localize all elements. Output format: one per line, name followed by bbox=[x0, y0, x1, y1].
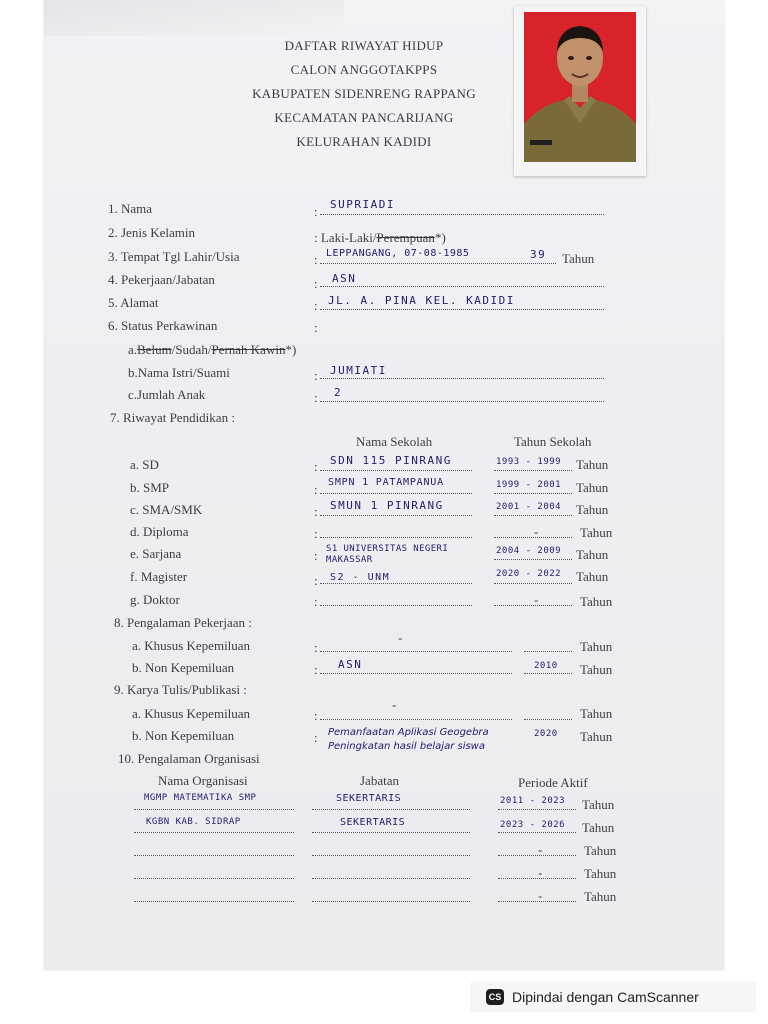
row-label: e. Sarjana bbox=[130, 546, 182, 561]
label-pekerjaan: 4. Pekerjaan/Jabatan bbox=[108, 272, 215, 287]
label-alamat: 5. Alamat bbox=[108, 295, 159, 310]
school-years: 1999 - 2001 bbox=[496, 480, 562, 490]
unit-tahun: Tahun bbox=[576, 547, 609, 562]
org-period: - bbox=[538, 865, 543, 880]
col-tahun-sekolah: Tahun Sekolah bbox=[514, 434, 592, 449]
unit-tahun: Tahun bbox=[580, 729, 613, 744]
paper-fold bbox=[44, 0, 344, 36]
row-label: b. Non Kepemiluan bbox=[132, 660, 235, 675]
colon: : bbox=[314, 368, 318, 383]
colon: : bbox=[314, 204, 318, 219]
publication-value: Pemanfaatan Aplikasi Geogebra bbox=[328, 727, 489, 738]
fill-line bbox=[320, 604, 472, 606]
fill-line bbox=[494, 469, 572, 471]
fill-line bbox=[494, 582, 572, 584]
org-period: - bbox=[538, 842, 543, 857]
unit-tahun: Tahun bbox=[576, 569, 609, 584]
row-label: c. SMA/SMK bbox=[130, 502, 203, 517]
label-jenis-kelamin: 2. Jenis Kelamin bbox=[108, 225, 196, 240]
portrait-image bbox=[524, 12, 636, 162]
fill-line bbox=[524, 672, 572, 674]
fill-line bbox=[312, 854, 470, 856]
col-jabatan: Jabatan bbox=[360, 773, 399, 788]
fill-line bbox=[134, 831, 294, 833]
unit-tahun: Tahun bbox=[580, 662, 613, 677]
header-kabupaten: KABUPATEN SIDENRENG RAPPANG bbox=[252, 86, 476, 101]
unit-tahun: Tahun bbox=[584, 866, 617, 881]
fill-line bbox=[320, 308, 604, 310]
publication-value: - bbox=[392, 697, 397, 712]
fill-line bbox=[312, 808, 470, 810]
fill-line bbox=[320, 514, 472, 516]
value-jenis-kelamin: : Laki-Laki/Perempuan*) bbox=[314, 230, 446, 245]
colon: : bbox=[314, 708, 318, 723]
value-ttl: LEPPANGANG, 07-08-1985 bbox=[326, 248, 470, 259]
fill-line bbox=[498, 877, 576, 879]
org-name: MGMP MATEMATIKA SMP bbox=[144, 793, 257, 803]
colon: : bbox=[314, 482, 318, 497]
school-years: 1993 - 1999 bbox=[496, 457, 562, 467]
label-karya-tulis: 9. Karya Tulis/Publikasi : bbox=[114, 682, 247, 697]
colon: : bbox=[314, 320, 318, 335]
colon: : bbox=[314, 730, 318, 745]
org-role: SEKERTARIS bbox=[340, 817, 406, 828]
org-name: KGBN KAB. SIDRAP bbox=[146, 817, 241, 827]
fill-line bbox=[494, 558, 572, 560]
job-value: - bbox=[398, 630, 403, 645]
fill-line bbox=[134, 808, 294, 810]
colon: : bbox=[314, 640, 318, 655]
school-years: 2001 - 2004 bbox=[496, 502, 562, 512]
school-years: 2004 - 2009 bbox=[496, 546, 562, 556]
fill-line bbox=[134, 877, 294, 879]
value-alamat: JL. A. PINA KEL. KADIDI bbox=[328, 294, 515, 307]
col-nama-organisasi: Nama Organisasi bbox=[158, 773, 248, 788]
colon: : bbox=[314, 298, 318, 313]
header-subtitle: CALON ANGGOTAKPPS bbox=[290, 62, 438, 77]
colon: : bbox=[314, 662, 318, 677]
fill-line bbox=[312, 831, 470, 833]
fill-line bbox=[320, 285, 604, 287]
label-nama: 1. Nama bbox=[108, 201, 153, 216]
fill-line bbox=[320, 672, 512, 674]
school-name: SMUN 1 PINRANG bbox=[330, 499, 444, 512]
fill-line bbox=[312, 900, 470, 902]
unit-tahun: Tahun bbox=[584, 889, 617, 904]
colon: : bbox=[314, 390, 318, 405]
job-year: 2010 bbox=[534, 661, 558, 671]
fill-line bbox=[320, 718, 512, 720]
school-name: S1 UNIVERSITAS NEGERI MAKASSAR bbox=[326, 544, 449, 565]
camscanner-watermark bbox=[470, 982, 756, 1012]
label-pengalaman-organisasi: 10. Pengalaman Organisasi bbox=[118, 751, 260, 766]
unit-tahun: Tahun bbox=[580, 706, 613, 721]
fill-line bbox=[320, 213, 604, 215]
row-label: a. Khusus Kepemiluan bbox=[132, 638, 251, 653]
fill-line bbox=[494, 492, 572, 494]
fill-line bbox=[494, 604, 572, 606]
row-label: b. Non Kepemiluan bbox=[132, 728, 235, 743]
fill-line bbox=[320, 262, 556, 264]
fill-line bbox=[524, 718, 572, 720]
watermark-text: Dipindai dengan CamScanner bbox=[512, 989, 699, 1005]
fill-line bbox=[320, 492, 472, 494]
school-name: S2 - UNM bbox=[330, 572, 391, 583]
fill-line bbox=[320, 400, 604, 402]
passport-photo bbox=[514, 6, 646, 176]
unit-tahun: Tahun bbox=[580, 639, 613, 654]
colon: : bbox=[314, 504, 318, 519]
colon: : bbox=[314, 252, 318, 267]
fill-line bbox=[498, 831, 576, 833]
school-name: SMPN 1 PATAMPANUA bbox=[328, 477, 444, 488]
fill-line bbox=[312, 877, 470, 879]
colon: : bbox=[314, 573, 318, 588]
row-label: g. Doktor bbox=[130, 592, 180, 607]
fill-line bbox=[320, 536, 472, 538]
header-kelurahan: KELURAHAN KADIDI bbox=[296, 134, 432, 149]
school-years: - bbox=[534, 524, 539, 539]
fill-line bbox=[498, 900, 576, 902]
org-period: 2011 - 2023 bbox=[500, 796, 566, 806]
label-status-perkawinan: 6. Status Perkawinan bbox=[108, 318, 218, 333]
school-years: 2020 - 2022 bbox=[496, 569, 562, 579]
header-title: DAFTAR RIWAYAT HIDUP bbox=[284, 38, 444, 53]
fill-line bbox=[320, 469, 472, 471]
document-page bbox=[44, 0, 724, 970]
unit-tahun: Tahun bbox=[582, 797, 615, 812]
document-header bbox=[234, 34, 494, 154]
value-nama: SUPRIADI bbox=[330, 198, 395, 211]
colon: : bbox=[314, 459, 318, 474]
org-period: 2023 - 2026 bbox=[500, 820, 566, 830]
colon: : bbox=[314, 276, 318, 291]
fill-line bbox=[498, 854, 576, 856]
value-usia: 39 bbox=[530, 248, 547, 261]
fill-line bbox=[494, 514, 572, 516]
value-pekerjaan: ASN bbox=[332, 272, 357, 285]
col-nama-sekolah: Nama Sekolah bbox=[356, 434, 433, 449]
row-label: a. Khusus Kepemiluan bbox=[132, 706, 251, 721]
value-jumlah-anak: 2 bbox=[334, 386, 343, 399]
label-jumlah-anak: c.Jumlah Anak bbox=[128, 387, 206, 402]
fill-line bbox=[134, 854, 294, 856]
camscanner-icon: CS bbox=[486, 989, 504, 1005]
fill-line bbox=[134, 900, 294, 902]
label-pengalaman-pekerjaan: 8. Pengalaman Pekerjaan : bbox=[114, 615, 252, 630]
col-periode-aktif: Periode Aktif bbox=[518, 775, 588, 790]
unit-tahun: Tahun bbox=[576, 502, 609, 517]
unit-tahun: Tahun bbox=[582, 820, 615, 835]
school-years: - bbox=[534, 592, 539, 607]
label-ttl: 3. Tempat Tgl Lahir/Usia bbox=[108, 249, 240, 264]
unit-tahun: Tahun bbox=[576, 457, 609, 472]
fill-line bbox=[320, 650, 512, 652]
publication-year: 2020 bbox=[534, 729, 558, 739]
row-label: f. Magister bbox=[130, 569, 188, 584]
unit-tahun: Tahun bbox=[580, 594, 613, 609]
colon: : bbox=[314, 594, 318, 609]
colon: : bbox=[314, 526, 318, 541]
row-label: d. Diploma bbox=[130, 524, 189, 539]
label-nama-pasangan: b.Nama Istri/Suami bbox=[128, 365, 230, 380]
unit-tahun: Tahun bbox=[562, 251, 595, 266]
fill-line bbox=[498, 808, 576, 810]
value-nama-pasangan: JUMIATI bbox=[330, 364, 387, 377]
unit-tahun: Tahun bbox=[576, 480, 609, 495]
school-name: SDN 115 PINRANG bbox=[330, 454, 452, 467]
fill-line bbox=[524, 650, 572, 652]
row-label: b. SMP bbox=[130, 480, 170, 495]
header-kecamatan: KECAMATAN PANCARIJANG bbox=[274, 110, 454, 125]
org-period: - bbox=[538, 888, 543, 903]
value-status-perkawinan: a.Belum/Sudah/Pernah Kawin*) bbox=[128, 342, 297, 357]
unit-tahun: Tahun bbox=[584, 843, 617, 858]
label-riwayat-pendidikan: 7. Riwayat Pendidikan : bbox=[110, 410, 235, 425]
publication-value-2: Peningkatan hasil belajar siswa bbox=[328, 741, 485, 752]
job-value: ASN bbox=[338, 658, 363, 671]
org-role: SEKERTARIS bbox=[336, 793, 402, 804]
fill-line bbox=[494, 536, 572, 538]
unit-tahun: Tahun bbox=[580, 525, 613, 540]
fill-line bbox=[320, 377, 604, 379]
row-label: a. SD bbox=[130, 457, 159, 472]
colon: : bbox=[314, 548, 318, 563]
